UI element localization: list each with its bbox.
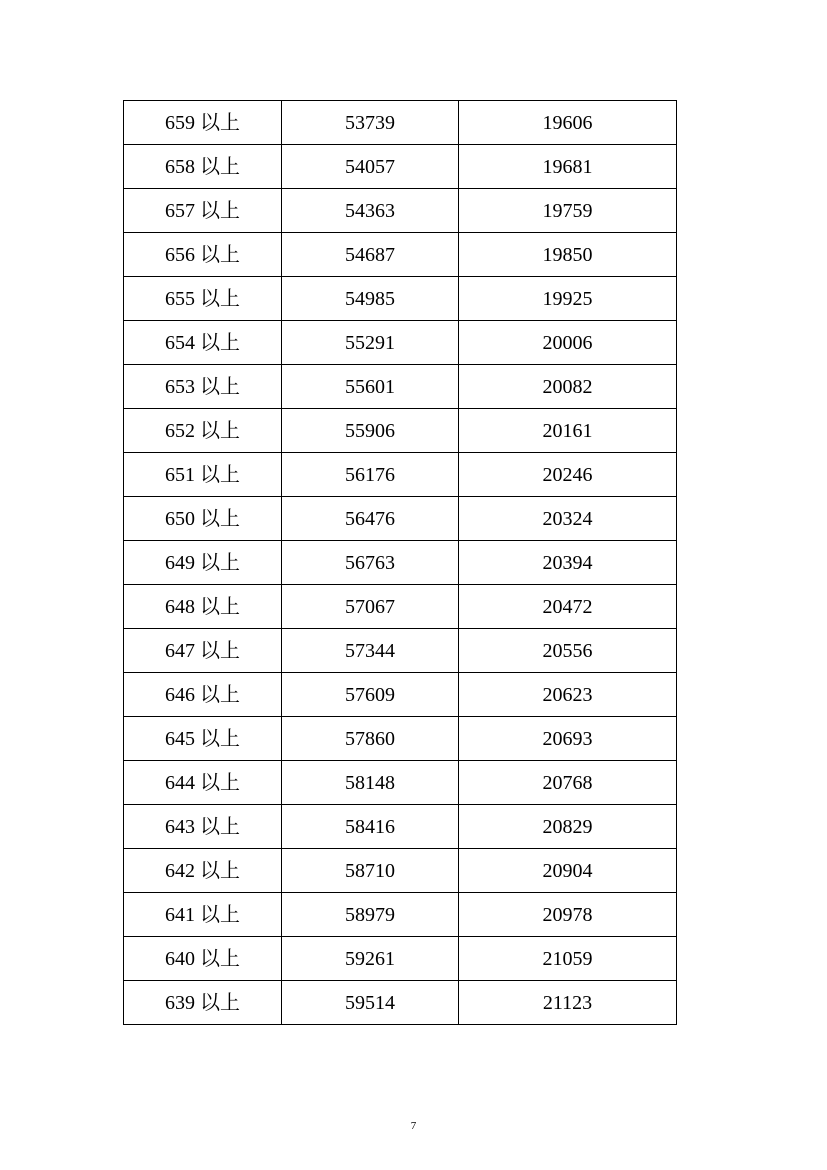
table-row [124, 321, 677, 365]
score-cell: 650 以上 [124, 497, 282, 541]
table-row [124, 849, 677, 893]
cumulative-count-cell: 57067 [282, 585, 459, 629]
secondary-count-cell: 20006 [459, 321, 677, 365]
cumulative-count-cell: 56763 [282, 541, 459, 585]
table-row [124, 937, 677, 981]
cumulative-count-cell: 54057 [282, 145, 459, 189]
table-row [124, 409, 677, 453]
secondary-count-cell: 20324 [459, 497, 677, 541]
score-cell: 642 以上 [124, 849, 282, 893]
score-cell: 656 以上 [124, 233, 282, 277]
score-cell: 645 以上 [124, 717, 282, 761]
secondary-count-cell: 20161 [459, 409, 677, 453]
secondary-count-cell: 20623 [459, 673, 677, 717]
secondary-count-cell: 21123 [459, 981, 677, 1025]
secondary-count-cell: 20082 [459, 365, 677, 409]
table-row [124, 453, 677, 497]
page-number: 7 [410, 1120, 417, 1132]
score-cell: 646 以上 [124, 673, 282, 717]
cumulative-count-cell: 58979 [282, 893, 459, 937]
score-cell: 641 以上 [124, 893, 282, 937]
secondary-count-cell: 19925 [459, 277, 677, 321]
score-cell: 643 以上 [124, 805, 282, 849]
secondary-count-cell: 19850 [459, 233, 677, 277]
cumulative-count-cell: 58416 [282, 805, 459, 849]
score-cell: 648 以上 [124, 585, 282, 629]
score-cell: 649 以上 [124, 541, 282, 585]
secondary-count-cell: 19606 [459, 101, 677, 145]
table-row [124, 673, 677, 717]
score-cell: 655 以上 [124, 277, 282, 321]
cumulative-count-cell: 56476 [282, 497, 459, 541]
score-cell: 653 以上 [124, 365, 282, 409]
cumulative-count-cell: 58148 [282, 761, 459, 805]
secondary-count-cell: 20472 [459, 585, 677, 629]
score-cell: 654 以上 [124, 321, 282, 365]
cumulative-count-cell: 59261 [282, 937, 459, 981]
secondary-count-cell: 21059 [459, 937, 677, 981]
cumulative-count-cell: 58710 [282, 849, 459, 893]
score-cell: 657 以上 [124, 189, 282, 233]
cumulative-count-cell: 55291 [282, 321, 459, 365]
score-cell: 652 以上 [124, 409, 282, 453]
secondary-count-cell: 20768 [459, 761, 677, 805]
cumulative-count-cell: 53739 [282, 101, 459, 145]
table-row [124, 585, 677, 629]
secondary-count-cell: 20394 [459, 541, 677, 585]
cumulative-count-cell: 59514 [282, 981, 459, 1025]
table-row [124, 893, 677, 937]
secondary-count-cell: 20556 [459, 629, 677, 673]
secondary-count-cell: 20693 [459, 717, 677, 761]
table-row [124, 629, 677, 673]
secondary-count-cell: 19681 [459, 145, 677, 189]
secondary-count-cell: 20904 [459, 849, 677, 893]
table-row [124, 541, 677, 585]
score-cell: 659 以上 [124, 101, 282, 145]
score-cell: 640 以上 [124, 937, 282, 981]
score-cell: 639 以上 [124, 981, 282, 1025]
table-row [124, 365, 677, 409]
score-table [123, 100, 677, 1025]
table-row [124, 761, 677, 805]
score-cell: 651 以上 [124, 453, 282, 497]
cumulative-count-cell: 54687 [282, 233, 459, 277]
secondary-count-cell: 20829 [459, 805, 677, 849]
score-cell: 647 以上 [124, 629, 282, 673]
table-body [124, 101, 677, 1025]
table-row [124, 277, 677, 321]
cumulative-count-cell: 54363 [282, 189, 459, 233]
score-cell: 644 以上 [124, 761, 282, 805]
table-row [124, 145, 677, 189]
secondary-count-cell: 19759 [459, 189, 677, 233]
table-row [124, 981, 677, 1025]
table-row [124, 101, 677, 145]
secondary-count-cell: 20246 [459, 453, 677, 497]
cumulative-count-cell: 55601 [282, 365, 459, 409]
table-row [124, 233, 677, 277]
table-row [124, 717, 677, 761]
secondary-count-cell: 20978 [459, 893, 677, 937]
cumulative-count-cell: 55906 [282, 409, 459, 453]
cumulative-count-cell: 57860 [282, 717, 459, 761]
table-row [124, 805, 677, 849]
table-row [124, 497, 677, 541]
cumulative-count-cell: 56176 [282, 453, 459, 497]
cumulative-count-cell: 57609 [282, 673, 459, 717]
cumulative-count-cell: 54985 [282, 277, 459, 321]
score-cell: 658 以上 [124, 145, 282, 189]
table-row [124, 189, 677, 233]
cumulative-count-cell: 57344 [282, 629, 459, 673]
